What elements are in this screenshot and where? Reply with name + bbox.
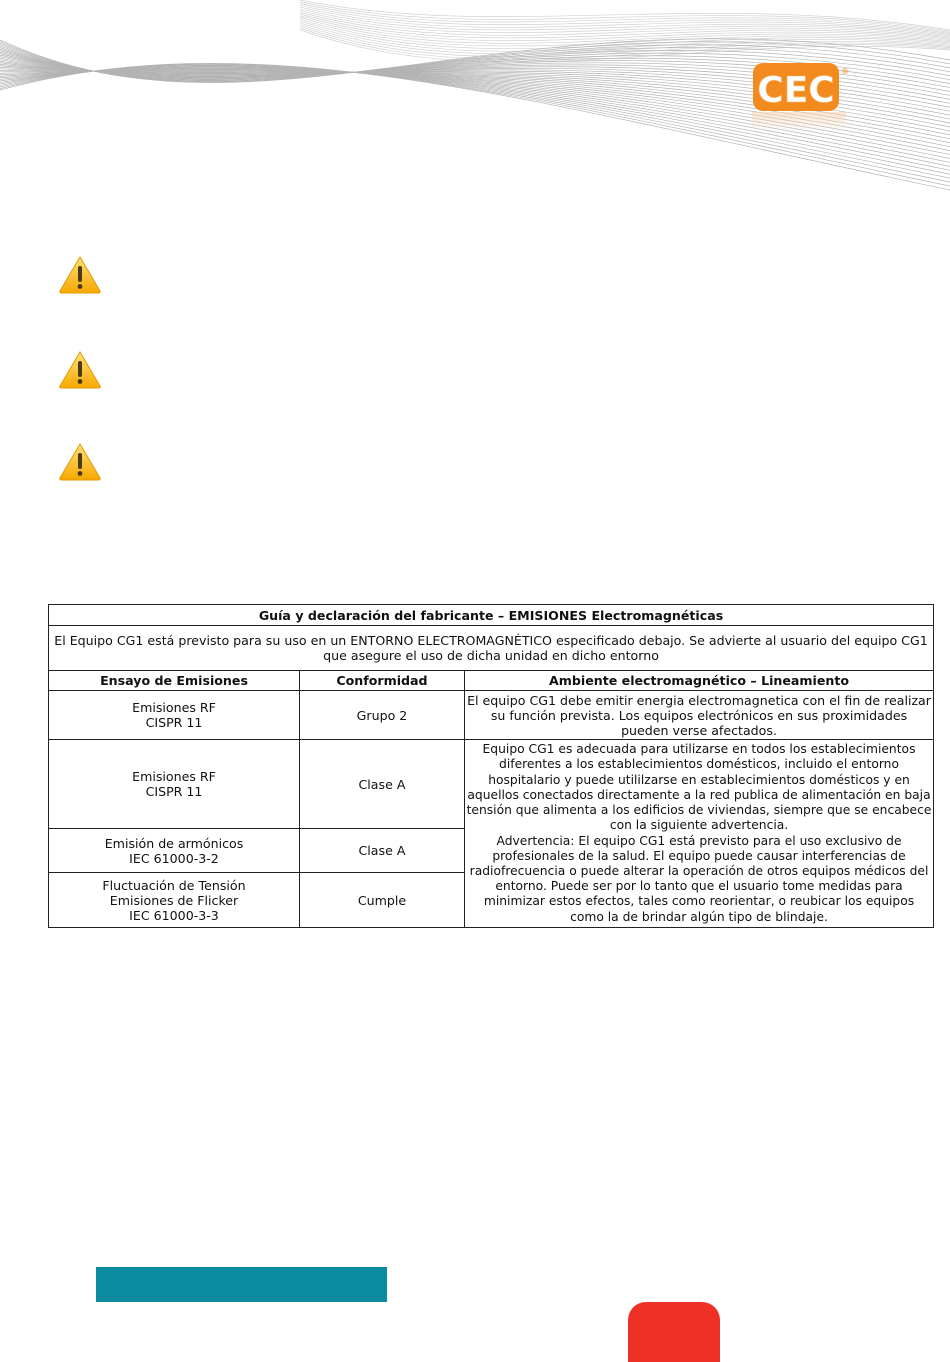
- guidance-text: Equipo CG1 es adecuada para utilizarse en todos los establecimientos diferentes a los establecimientos domésticos, incluido el entorno hospitalario y puede utililzarse en establecimientos domésticos y en aquellos conectados directamente a la red publica de alimentación en baja tensión que alimenta a los edificios de viviendas, siempre que se encabece con la siguiente advertencia.: [466, 742, 932, 833]
- test-line: CISPR 11: [145, 715, 203, 730]
- guidance-warning-text: Advertencia: El equipo CG1 está previsto para el uso exclusivo de profesionales de la salud. El equipo puede causar interferencias de radiofrecuencia o puede alterar la operación de otros equipos médicos del entorno. Puede ser por lo tanto que el usuario tome medidas para minimizar estos efectos, tales como reorientar, o reubicar los equipos como la de brindar algún tipo de blindaje.: [469, 833, 929, 924]
- header-emissions-test: Ensayo de Emisiones: [49, 671, 300, 691]
- test-line: Emisiones de Flicker: [109, 892, 239, 908]
- table-title: Guía y declaración del fabricante – EMISIONES Electromagnéticas: [49, 605, 934, 626]
- test-line: Emisiones RF: [132, 700, 216, 715]
- table-row: [49, 740, 934, 829]
- test-cell: [49, 829, 300, 873]
- conformity-cell: Cumple: [300, 873, 465, 928]
- header-conformity: Conformidad: [300, 671, 465, 691]
- test-cell: [49, 691, 300, 740]
- test-line: IEC 61000-3-3: [129, 907, 219, 923]
- warning-triangle-icon: [58, 350, 102, 390]
- test-line: IEC 61000-3-2: [129, 850, 219, 866]
- test-cell: [49, 873, 300, 928]
- logo-reflection: [752, 112, 846, 132]
- header-guidance: Ambiente electromagnético – Lineamiento: [465, 671, 934, 691]
- table-row: [49, 691, 934, 740]
- footer-page-tab: [628, 1302, 720, 1362]
- emissions-table: [48, 604, 934, 928]
- warning-triangle-icon: [58, 442, 102, 482]
- cec-logo: [752, 62, 849, 112]
- conformity-cell: Clase A: [300, 829, 465, 873]
- guidance-cell-merged: [465, 740, 934, 928]
- test-line: CISPR 11: [145, 784, 203, 799]
- test-line: Fluctuación de Tensión: [102, 877, 246, 893]
- conformity-cell: Grupo 2: [300, 691, 465, 740]
- warning-triangle-icon: [58, 255, 102, 295]
- cec-logo-text: CEC: [757, 70, 835, 111]
- test-line: Emisiones RF: [132, 769, 216, 784]
- test-cell: [49, 740, 300, 829]
- table-intro: El Equipo CG1 está previsto para su uso en un ENTORNO ELECTROMAGNÉTICO especificado debajo. Se advierte al usuario del equipo CG1 que asegure el uso de dicha unidad en dicho entorno: [49, 626, 934, 671]
- guidance-cell: El equipo CG1 debe emitir energia electromagnetica con el fin de realizar su función prevista. Los equipos electrónicos en sus proximidades pueden verse afectados.: [465, 691, 934, 740]
- conformity-cell: Clase A: [300, 740, 465, 829]
- registered-mark: ®: [841, 67, 849, 76]
- footer-teal-bar: [96, 1267, 387, 1302]
- test-line: Emisión de armónicos: [104, 835, 244, 851]
